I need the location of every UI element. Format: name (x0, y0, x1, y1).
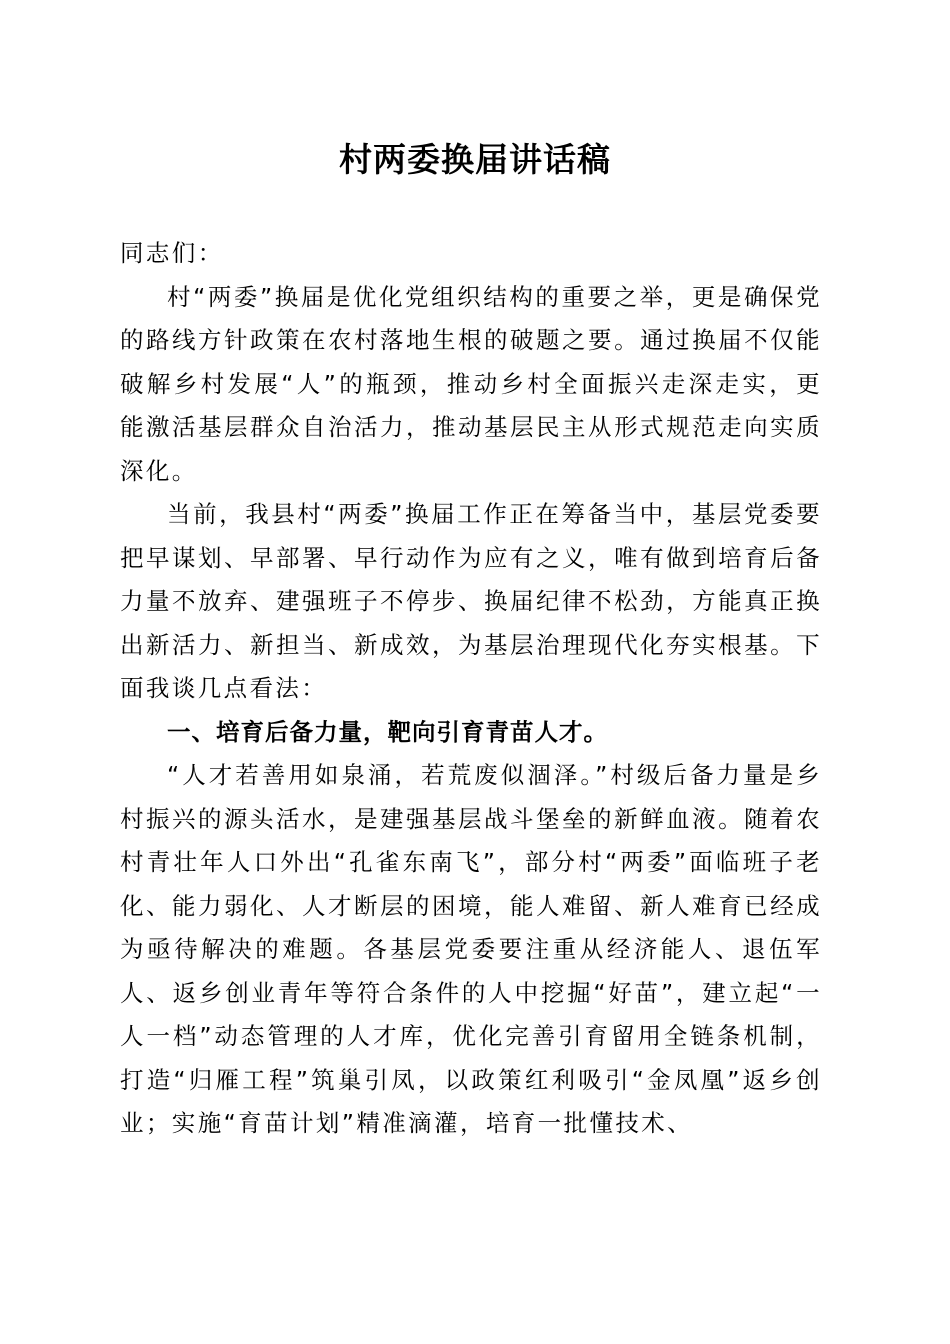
paragraph-intro: 村“两委”换届是优化党组织结构的重要之举，更是确保党的路线方针政策在农村落地生根的破题之要。通过换届不仅能破解乡村发展“人”的瓶颈，推动乡村全面振兴走深走实，更能激活基层群众自治活力，推动基层民主从形式规范走向实质深化。 (120, 282, 822, 485)
paragraph-section-one: “人才若善用如泉涌，若荒废似涸泽。”村级后备力量是乡村振兴的源头活水，是建强基层战斗堡垒的新鲜血液。随着农村青壮年人口外出“孔雀东南飞”，部分村“两委”面临班子老化、能力弱化、人才断层的困境，能人难留、新人难育已经成为亟待解决的难题。各基层党委要注重从经济能人、退伍军人、返乡创业青年等符合条件的人中挖掘“好苗”，建立起“一人一档”动态管理的人才库，优化完善引育留用全链条机制，打造“归雁工程”筑巢引凤，以政策红利吸引“金凤凰”返乡创业；实施“育苗计划”精准滴灌，培育一批懂技术、 (120, 761, 822, 1137)
document-title: 村两委换届讲话稿 (339, 140, 611, 179)
document-body (120, 232, 822, 1146)
salutation: 同志们： (120, 239, 224, 267)
paragraph-current-work: 当前，我县村“两委”换届工作正在筹备当中，基层党委要把早谋划、早部署、早行动作为应有之义，唯有做到培育后备力量不放弃、建强班子不停步、换届纪律不松劲，方能真正换出新活力、新担当、新成效，为基层治理现代化夯实根基。下面我谈几点看法： (120, 500, 822, 702)
section-heading: 一、培育后备力量，靶向引育青苗人才。 (167, 717, 608, 746)
